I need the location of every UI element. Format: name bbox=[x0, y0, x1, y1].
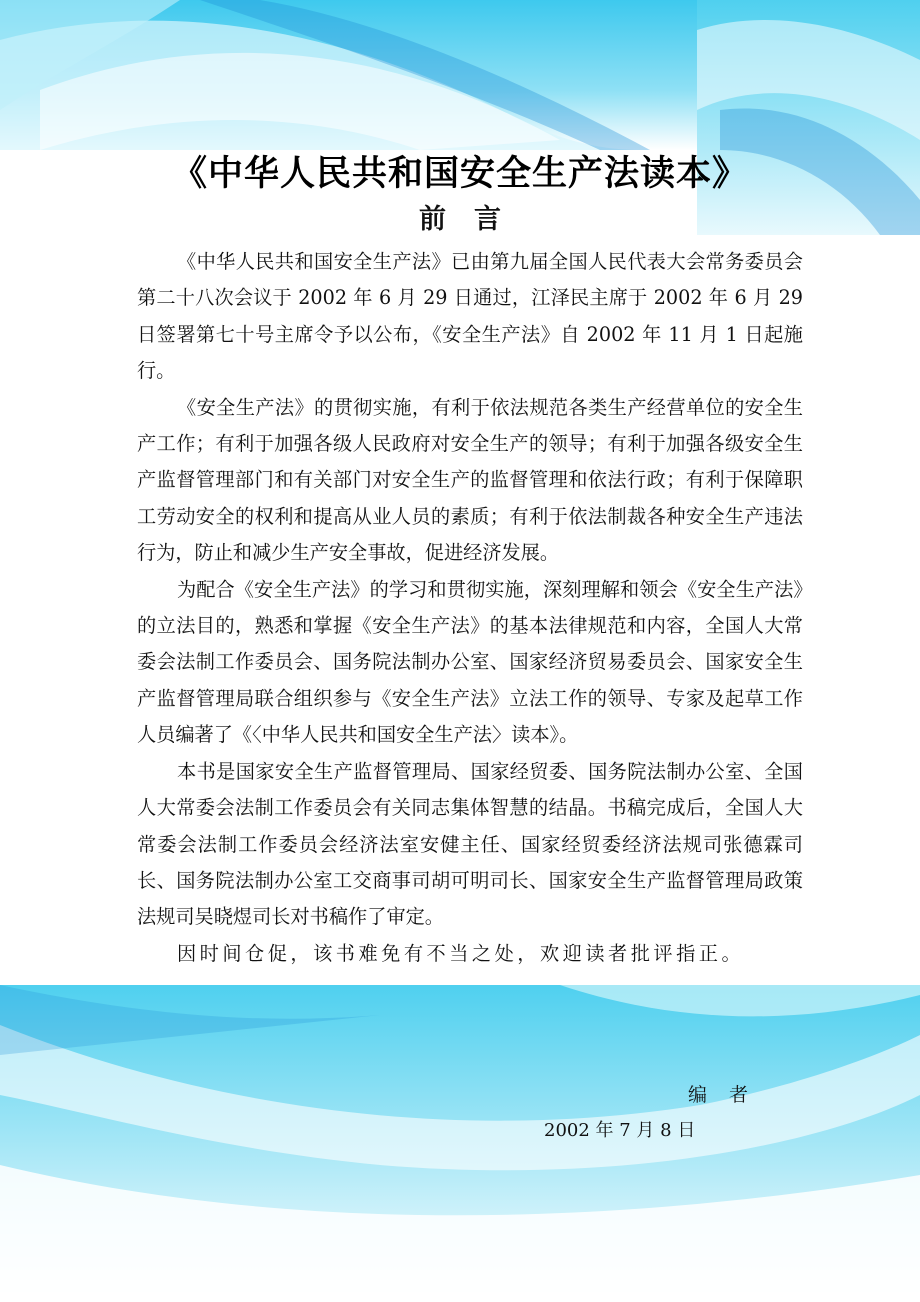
paragraph-2: 《安全生产法》的贯彻实施，有利于依法规范各类生产经营单位的安全生产工作；有利于加强各级人民政府对安全生产的领导；有利于加强各级安全生产监督管理部门和有关部门对安全生产的监督管理和依法行政；有利于保障职工劳动安全的权利和提高从业人员的素质；有利于依法制裁各种安全生产违法行为，防止和减少生产安全事故，促进经济发展。 bbox=[137, 395, 803, 565]
signer-label: 编者 bbox=[688, 1084, 771, 1106]
preface-heading: 前言 bbox=[419, 204, 529, 235]
paragraph-3: 为配合《安全生产法》的学习和贯彻实施，深刻理解和领会《安全生产法》的立法目的，熟悉和掌握《安全生产法》的基本法律规范和内容，全国人大常委会法制工作委员会、国务院法制办公室、国家经济贸易委员会、国家安全生产监督管理局联合组织参与《安全生产法》立法工作的领导、专家及起草工作人员编著了《〈中华人民共和国安全生产法〉读本》。 bbox=[137, 577, 803, 747]
preface-body bbox=[137, 244, 803, 972]
signature-date: 2002 年 7 月 8 日 bbox=[544, 1120, 696, 1141]
paragraph-1: 《中华人民共和国安全生产法》已由第九届全国人民代表大会常务委员会第二十八次会议于 2002 年 6 月 29 日通过，江泽民主席于 2002 年 6 月 29 日签署第七十号主席令予以公布，《安全生产法》自 2002 年 11 月 1 日起施行。 bbox=[137, 250, 803, 383]
book-title: 《中华人民共和国安全生产法读本》 bbox=[171, 154, 748, 194]
paragraph-4: 本书是国家安全生产监督管理局、国家经贸委、国务院法制办公室、全国人大常委会法制工作委员会有关同志集体智慧的结晶。书稿完成后，全国人大常委会法制工作委员会经济法室安健主任、国家经贸委经济法规司张德霖司长、国务院法制办公室工交商事司胡可明司长、国家安全生产监督管理局政策法规司吴晓煜司长对书稿作了审定。 bbox=[137, 759, 803, 929]
paragraph-5: 因时间仓促，该书难免有不当之处，欢迎读者批评指正。 bbox=[177, 941, 745, 965]
